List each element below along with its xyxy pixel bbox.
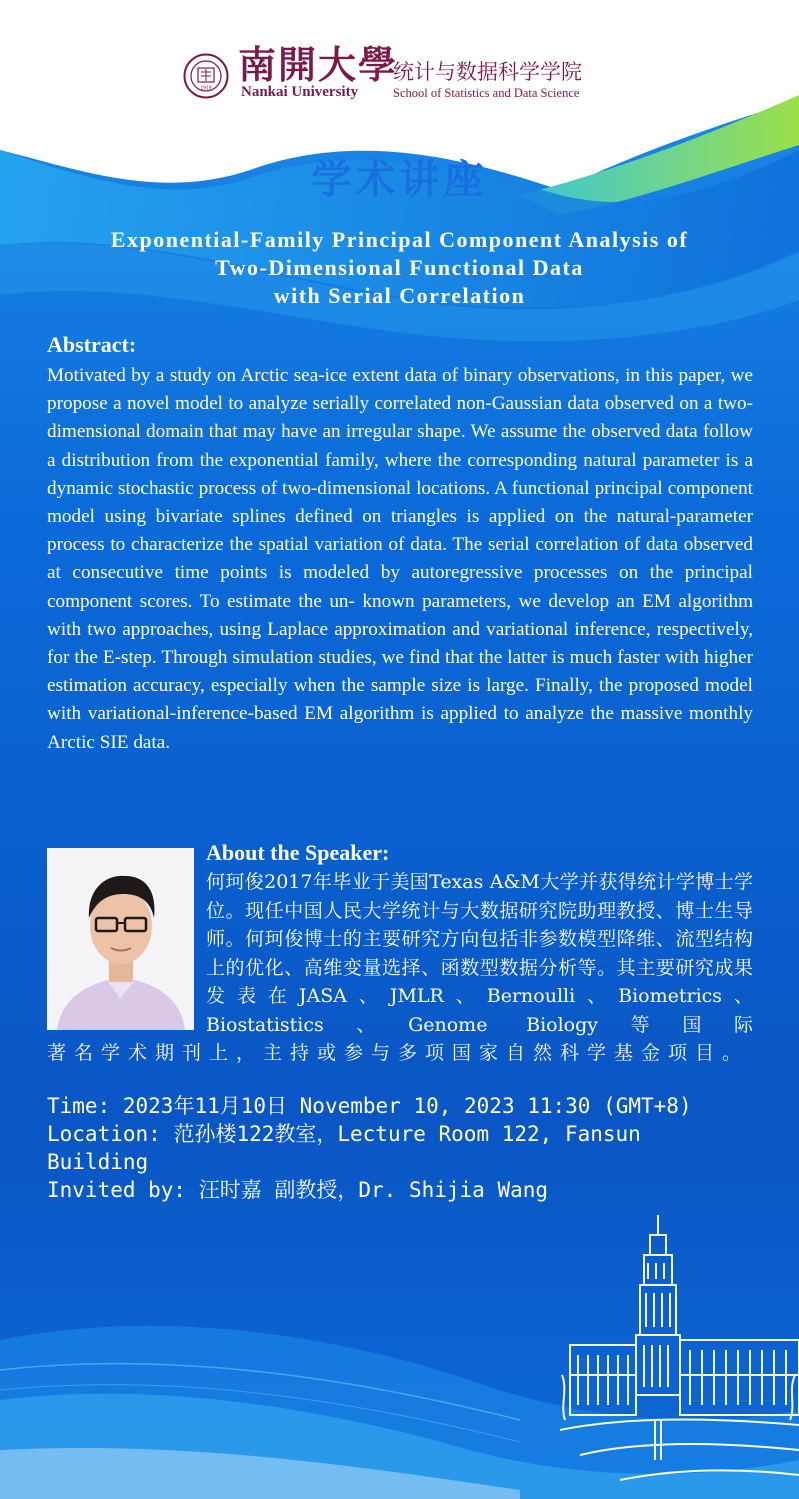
speaker-bio-last-line: 著名学术期刊上，主持或参与多项国家自然科学基金项目。 — [47, 1042, 750, 1064]
event-type-title: 学术讲座 — [311, 156, 488, 203]
speaker-heading: About the Speaker: — [206, 840, 390, 865]
invited-row — [47, 1176, 747, 1204]
university-name-cn: 南開大學 — [238, 42, 399, 87]
talk-title-line-1: Exponential-Family Principal Component Analysis of — [110, 227, 689, 252]
invited-label: Invited by: — [47, 1178, 187, 1202]
main-building-sketch-icon — [560, 1215, 799, 1499]
location-value: 范孙楼122教室，Lecture Room 122, Fansun Building — [47, 1122, 641, 1174]
talk-title-line-2: Two-Dimensional Functional Data — [215, 255, 584, 280]
invited-value: 汪时嘉 副教授，Dr. Shijia Wang — [198, 1178, 549, 1202]
location-label: Location: — [47, 1122, 161, 1146]
school-name-en: School of Statistics and Data Science — [393, 86, 580, 100]
school-name-cn: 统计与数据科学学院 — [393, 60, 582, 84]
abstract-text: Motivated by a study on Arctic sea-ice extent data of binary observations, in this paper, we propose a novel model to analyze serially correlated non-Gaussian data observed on a two-dimensional domain that may have an irregular shape. We assume the observed data follow a distribution from the exponential family, where the corresponding natural parameter is a dynamic stochastic process of two-dimensional locations. A functional principal component model using bivariate splines defined on triangles is applied on the natural-parameter process to characterize the spatial variation of data. The serial correlation of data observed at consecutive time points is modeled by autoregressive processes on the principal component scores. To estimate the un- known parameters, we develop an EM algorithm with two approaches, using Laplace approximation and variational inference, respectively, for the E-step. Through simulation studies, we find that the latter is much faster with higher estimation accuracy, especially when the sample size is large. Finally, the proposed model with variational-inference-based EM algorithm is applied to analyze the massive monthly Arctic SIE data. — [47, 365, 753, 753]
university-seal-icon — [183, 53, 229, 99]
talk-title — [0, 226, 799, 310]
speaker-bio: 何珂俊2017年毕业于美国Texas A&M大学并获得统计学博士学位。现任中国人民大学统计与大数据研究院助理教授、博士生导师。何珂俊博士的主要研究方向包括非参数模型降维、流型结构上的优化、高维变量选择、函数型数据分析等。其主要研究成果发表在JASA、JMLR、Bernoulli、Biometrics、Biostatistics、Genome Biology等国际 — [206, 871, 753, 1036]
time-row — [47, 1092, 747, 1120]
speaker-photo — [47, 848, 194, 1030]
time-value: 2023年11月10日 November 10, 2023 11:30 (GMT+8) — [122, 1094, 692, 1118]
talk-title-line-3: with Serial Correlation — [273, 283, 526, 308]
event-details — [47, 1092, 747, 1204]
abstract-heading: Abstract: — [47, 332, 137, 357]
time-label: Time: — [47, 1094, 111, 1118]
university-name-en: Nankai University — [241, 84, 359, 100]
location-row — [47, 1120, 747, 1176]
seal-year: 1919 — [200, 85, 212, 92]
